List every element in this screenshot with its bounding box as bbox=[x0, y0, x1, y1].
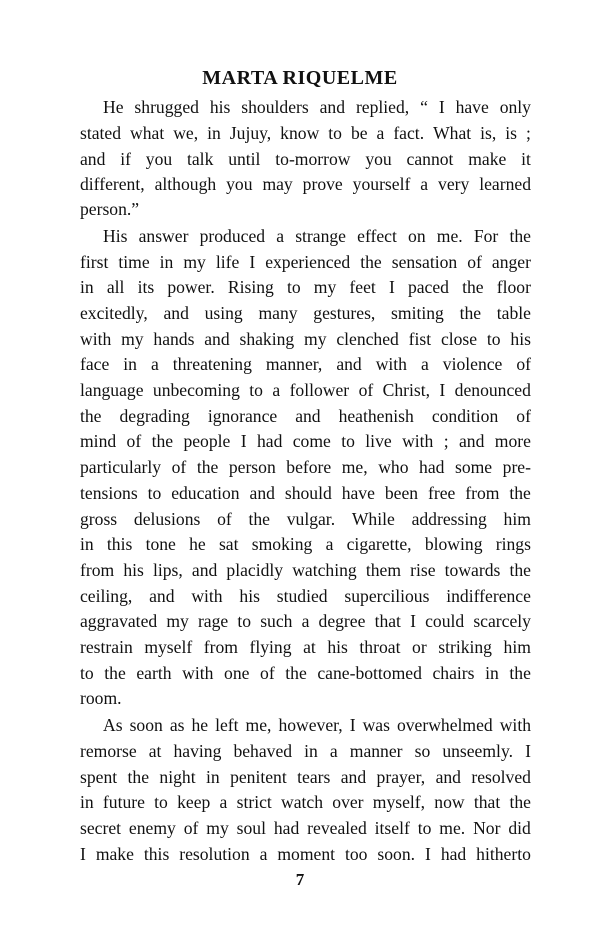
text-line: ceiling, and with his studied supercilious indifference bbox=[80, 586, 531, 606]
page-number: 7 bbox=[295, 870, 305, 889]
text-line: particularly of the person before me, who had some pre- bbox=[80, 457, 531, 477]
text-line: the degrading ignorance and heathenish condition of bbox=[80, 406, 531, 426]
text-line: in this tone he sat smoking a cigarette, blowing rings bbox=[80, 534, 531, 554]
text-line: secret enemy of my soul had revealed itself to me. Nor did bbox=[80, 818, 531, 838]
text-line: remorse at having behaved in a manner so unseemly. I bbox=[80, 741, 531, 761]
text-line: I make this resolution a moment too soon. I had hitherto bbox=[80, 844, 531, 864]
text-line: first time in my life I experienced the sensation of anger bbox=[80, 252, 531, 272]
text-line: different, although you may prove yourself a very learned bbox=[80, 174, 531, 194]
text-line: excitedly, and using many gestures, smiting the table bbox=[80, 303, 531, 323]
text-line: in future to keep a strict watch over myself, now that the bbox=[80, 792, 531, 812]
text-line: person.” bbox=[80, 199, 140, 219]
text-line: restrain myself from flying at his throat or striking him bbox=[80, 637, 531, 657]
text-line: gross delusions of the vulgar. While addressing him bbox=[80, 509, 531, 529]
text-line: spent the night in penitent tears and prayer, and resolved bbox=[80, 767, 531, 787]
text-line: to the earth with one of the cane-bottomed chairs in the bbox=[80, 663, 531, 683]
text-line: and if you talk until to-morrow you cannot make it bbox=[80, 149, 531, 169]
text-line: His answer produced a strange effect on me. For the bbox=[103, 226, 531, 246]
text-line: with my hands and shaking my clenched fist close to his bbox=[80, 329, 531, 349]
text-line: language unbecoming to a follower of Christ, I denounced bbox=[80, 380, 531, 400]
text-line: room. bbox=[80, 688, 122, 708]
text-line: tensions to education and should have been free from the bbox=[80, 483, 531, 503]
text-line: in all its power. Rising to my feet I paced the floor bbox=[80, 277, 531, 297]
text-line: from his lips, and placidly watching them rise towards the bbox=[80, 560, 531, 580]
text-line: face in a threatening manner, and with a violence of bbox=[80, 354, 531, 374]
text-line: stated what we, in Jujuy, know to be a fact. What is, is ; bbox=[80, 123, 531, 143]
text-line: aggravated my rage to such a degree that I could scarcely bbox=[80, 611, 531, 631]
running-title: MARTA RIQUELME bbox=[202, 67, 398, 89]
text-line: He shrugged his shoulders and replied, “ I have only bbox=[103, 97, 531, 117]
text-line: As soon as he left me, however, I was overwhelmed with bbox=[103, 715, 531, 735]
text-line: mind of the people I had come to live with ; and more bbox=[80, 431, 531, 451]
